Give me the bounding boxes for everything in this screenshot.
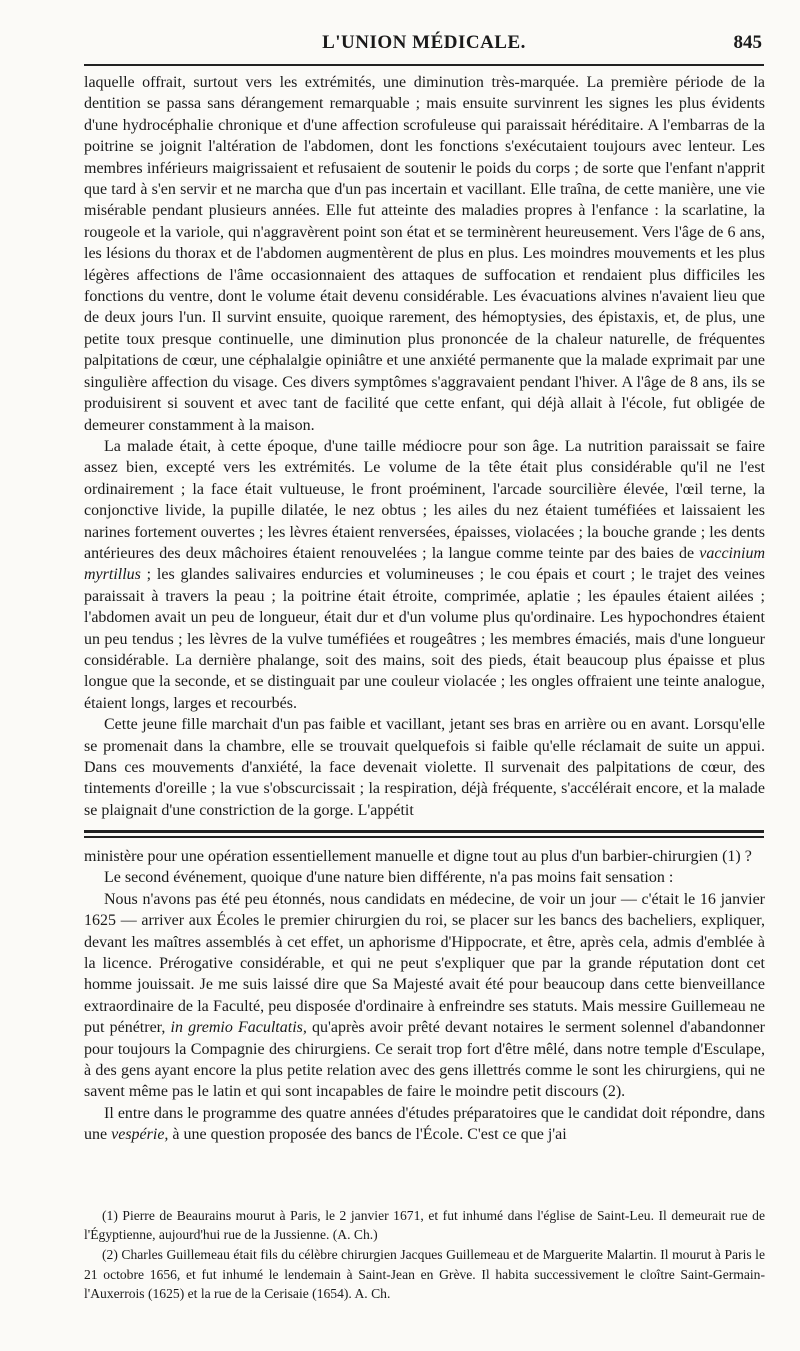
- lower-article-column: [84, 846, 765, 1146]
- paragraph: [84, 436, 765, 714]
- italic-term: vaccinium myrtillus: [84, 544, 765, 584]
- text-run: à une question proposée des bancs de l'École. C'est ce que j'ai: [168, 1126, 567, 1144]
- italic-term: vespérie,: [111, 1126, 169, 1144]
- text-run: ; les glandes salivaires endurcies et volumineuses ; le cou épais et court ; le trajet des veines paraissait à travers la peau ; la poitrine était étroite, comprimée, aplatie ; les épaules étaient ailées ; l'abdomen avait un peu de longueur, était dur et d'un volume plus qu'ordinaire. Les hypochondres étaient un peu tendus ; les lèvres de la vulve tuméfiées et rougeâtres ; les membres émaciés, mais d'une longueur considérable. La dernière phalange, soit des mains, soit des pieds, était beaucoup plus épaisse et plus longue que la seconde, et se distinguait par une couleur violacée ; les ongles offraient une teinte analogue, étaient longs, larges et recourbés.: [84, 566, 765, 712]
- paragraph: [84, 889, 765, 1103]
- header-rule: [84, 64, 764, 66]
- paragraph: Le second événement, quoique d'une nature bien différente, n'a pas moins fait sensation :: [104, 869, 674, 887]
- page-number: 845: [733, 32, 762, 53]
- footnote: (2) Charles Guillemeau était fils du célèbre chirurgien Jacques Guillemeau et de Marguerite Malartin. Il mourut à Paris le 21 octobre 1656, et fut inhumé le lendemain à Saint-Jean en Grève. Il habita successivement le cloître Saint-Germain-l'Auxerrois (1625) et la rue de la Cerisaie (1654). A. Ch.: [84, 1247, 765, 1301]
- text-run: Nous n'avons pas été peu étonnés, nous candidats en médecine, de voir un jour — c'était le 16 janvier 1625 — arriver aux Écoles le premier chirurgien du roi, se placer sur les bancs des bacheliers, expliquer, devant les maîtres assemblés à cet effet, un aphorisme d'Hippocrate, et être, après cela, admis d'emblée à la licence. Prérogative considérable, et qui ne peut s'expliquer que par la grande réputation dont cet homme jouissait. Je me suis laissé dire que Sa Majesté avait été pour beaucoup dans cette bienveillance extraordinaire de la Faculté, peu disposée d'ordinaire à enfreindre ses statuts. Mais messire Guillemeau ne put pénétrer,: [84, 890, 765, 1037]
- upper-article-column: [84, 72, 765, 821]
- text-run: qu'après avoir prêté devant notaires le serment solennel d'abandonner pour toujours la Compagnie des chirurgiens. Ce serait trop fort d'être mêlé, dans notre temple d'Esculape, à des gens ayant encore la plus petite relation avec des gens illettrés comme le sont les chirurgiens, qui ne savent même pas le latin et qui sont incapables de faire le moindre petit discours (2).: [84, 1019, 766, 1101]
- italic-term: in gremio Facultatis,: [170, 1019, 307, 1037]
- text-run: Il entre dans le programme des quatre années d'études préparatoires que le candidat doit répondre, dans une: [84, 1104, 765, 1144]
- footnote: (1) Pierre de Beaurains mourut à Paris, le 2 janvier 1671, et fut inhumé dans l'église de Saint-Leu. Il demeurait rue de l'Égyptienne, aujourd'hui rue de la Jussienne. (A. Ch.): [84, 1208, 765, 1243]
- journal-title: L'UNION MÉDICALE.: [322, 32, 526, 53]
- text-run: La malade était, à cette époque, d'une taille médiocre pour son âge. La nutrition paraissait se faire assez bien, excepté vers les extrémités. Le volume de la tête était plus considérable qu'il ne l'est ordinairement ; la face était vultueuse, le front proéminent, l'arcade sourcilière élevée, l'œil terne, la conjonctive livide, la pupille dilatée, le nez obtus ; les ailes du nez étaient tuméfiées et laissaient les narines fortement ouvertes ; les lèvres étaient renversées, épaisses, violacées ; la bouche grande ; les dents antérieures des deux mâchoires étaient renouvelées ; la langue comme teinte par des baies de: [84, 437, 765, 562]
- paragraph: [84, 1103, 765, 1146]
- paragraph: laquelle offrait, surtout vers les extrémités, une diminution très-marquée. La première période de la dentition se passa sans dérangement remarquable ; mais ensuite survinrent les signes les plus évidents d'une hydrocéphalie chronique et d'une affection scrofuleuse qui paraissait héréditaire. A l'embarras de la poitrine se joignit l'altération de l'abdomen, dont les fonctions s'exécutaient toujours avec lenteur. Les membres inférieurs maigrissaient et refusaient de soutenir le poids du corps ; de sorte que l'enfant n'apprit que tard à s'en servir et ne marcha que d'un pas incertain et vacillant. Elle traîna, de cette manière, une vie misérable pendant plusieurs années. Elle fut atteinte des maladies propres à l'enfance : la scarlatine, la rougeole et la variole, qui n'aggravèrent point son état et se terminèrent heureusement. Vers l'âge de 6 ans, les lésions du thorax et de l'abdomen augmentèrent de plus en plus. Les moindres mouvements et les plus légères affections de l'âme occasionnaient des attaques de suffocation et rendaient plus difficiles les fonctions du ventre, dont le volume était devenu considérable. Les évacuations alvines n'avaient lieu que de deux jours l'un. Il survint ensuite, quoique rarement, des hémoptysies, des épistaxis, et, de plus, une petite toux presque continuelle, une diminution plus prononcée de la chaleur naturelle, de fréquentes palpitations de cœur, une céphalalgie opiniâtre et une anxiété permanente que la malade exprimait par une singulière affection du visage. Ces divers symptômes s'aggravaient pendant l'hiver. A l'âge de 8 ans, ils se produisirent si souvent et avec tant de facilité que cette enfant, qui déjà allait à l'école, fut obligée de demeurer constamment à la maison.: [84, 74, 765, 434]
- paragraph: Cette jeune fille marchait d'un pas faible et vacillant, jetant ses bras en arrière ou en avant. Lorsqu'elle se promenait dans la chambre, elle se trouvait quelquefois si faible qu'elle réclamait de suite un appui. Dans ces mouvements d'anxiété, la face devenait violette. Il survenait des palpitations de cœur, des tintements d'oreille ; la vue s'obscurcissait ; la respiration, déjà fréquente, s'accélérait encore, et la malade se plaignait d'une constriction de la gorge. L'appétit: [84, 716, 765, 819]
- paragraph: ministère pour une opération essentiellement manuelle et digne tout au plus d'un barbier-chirurgien (1) ?: [84, 848, 752, 865]
- footnotes: [84, 1206, 765, 1304]
- section-divider: [84, 830, 764, 838]
- running-header: [84, 30, 764, 60]
